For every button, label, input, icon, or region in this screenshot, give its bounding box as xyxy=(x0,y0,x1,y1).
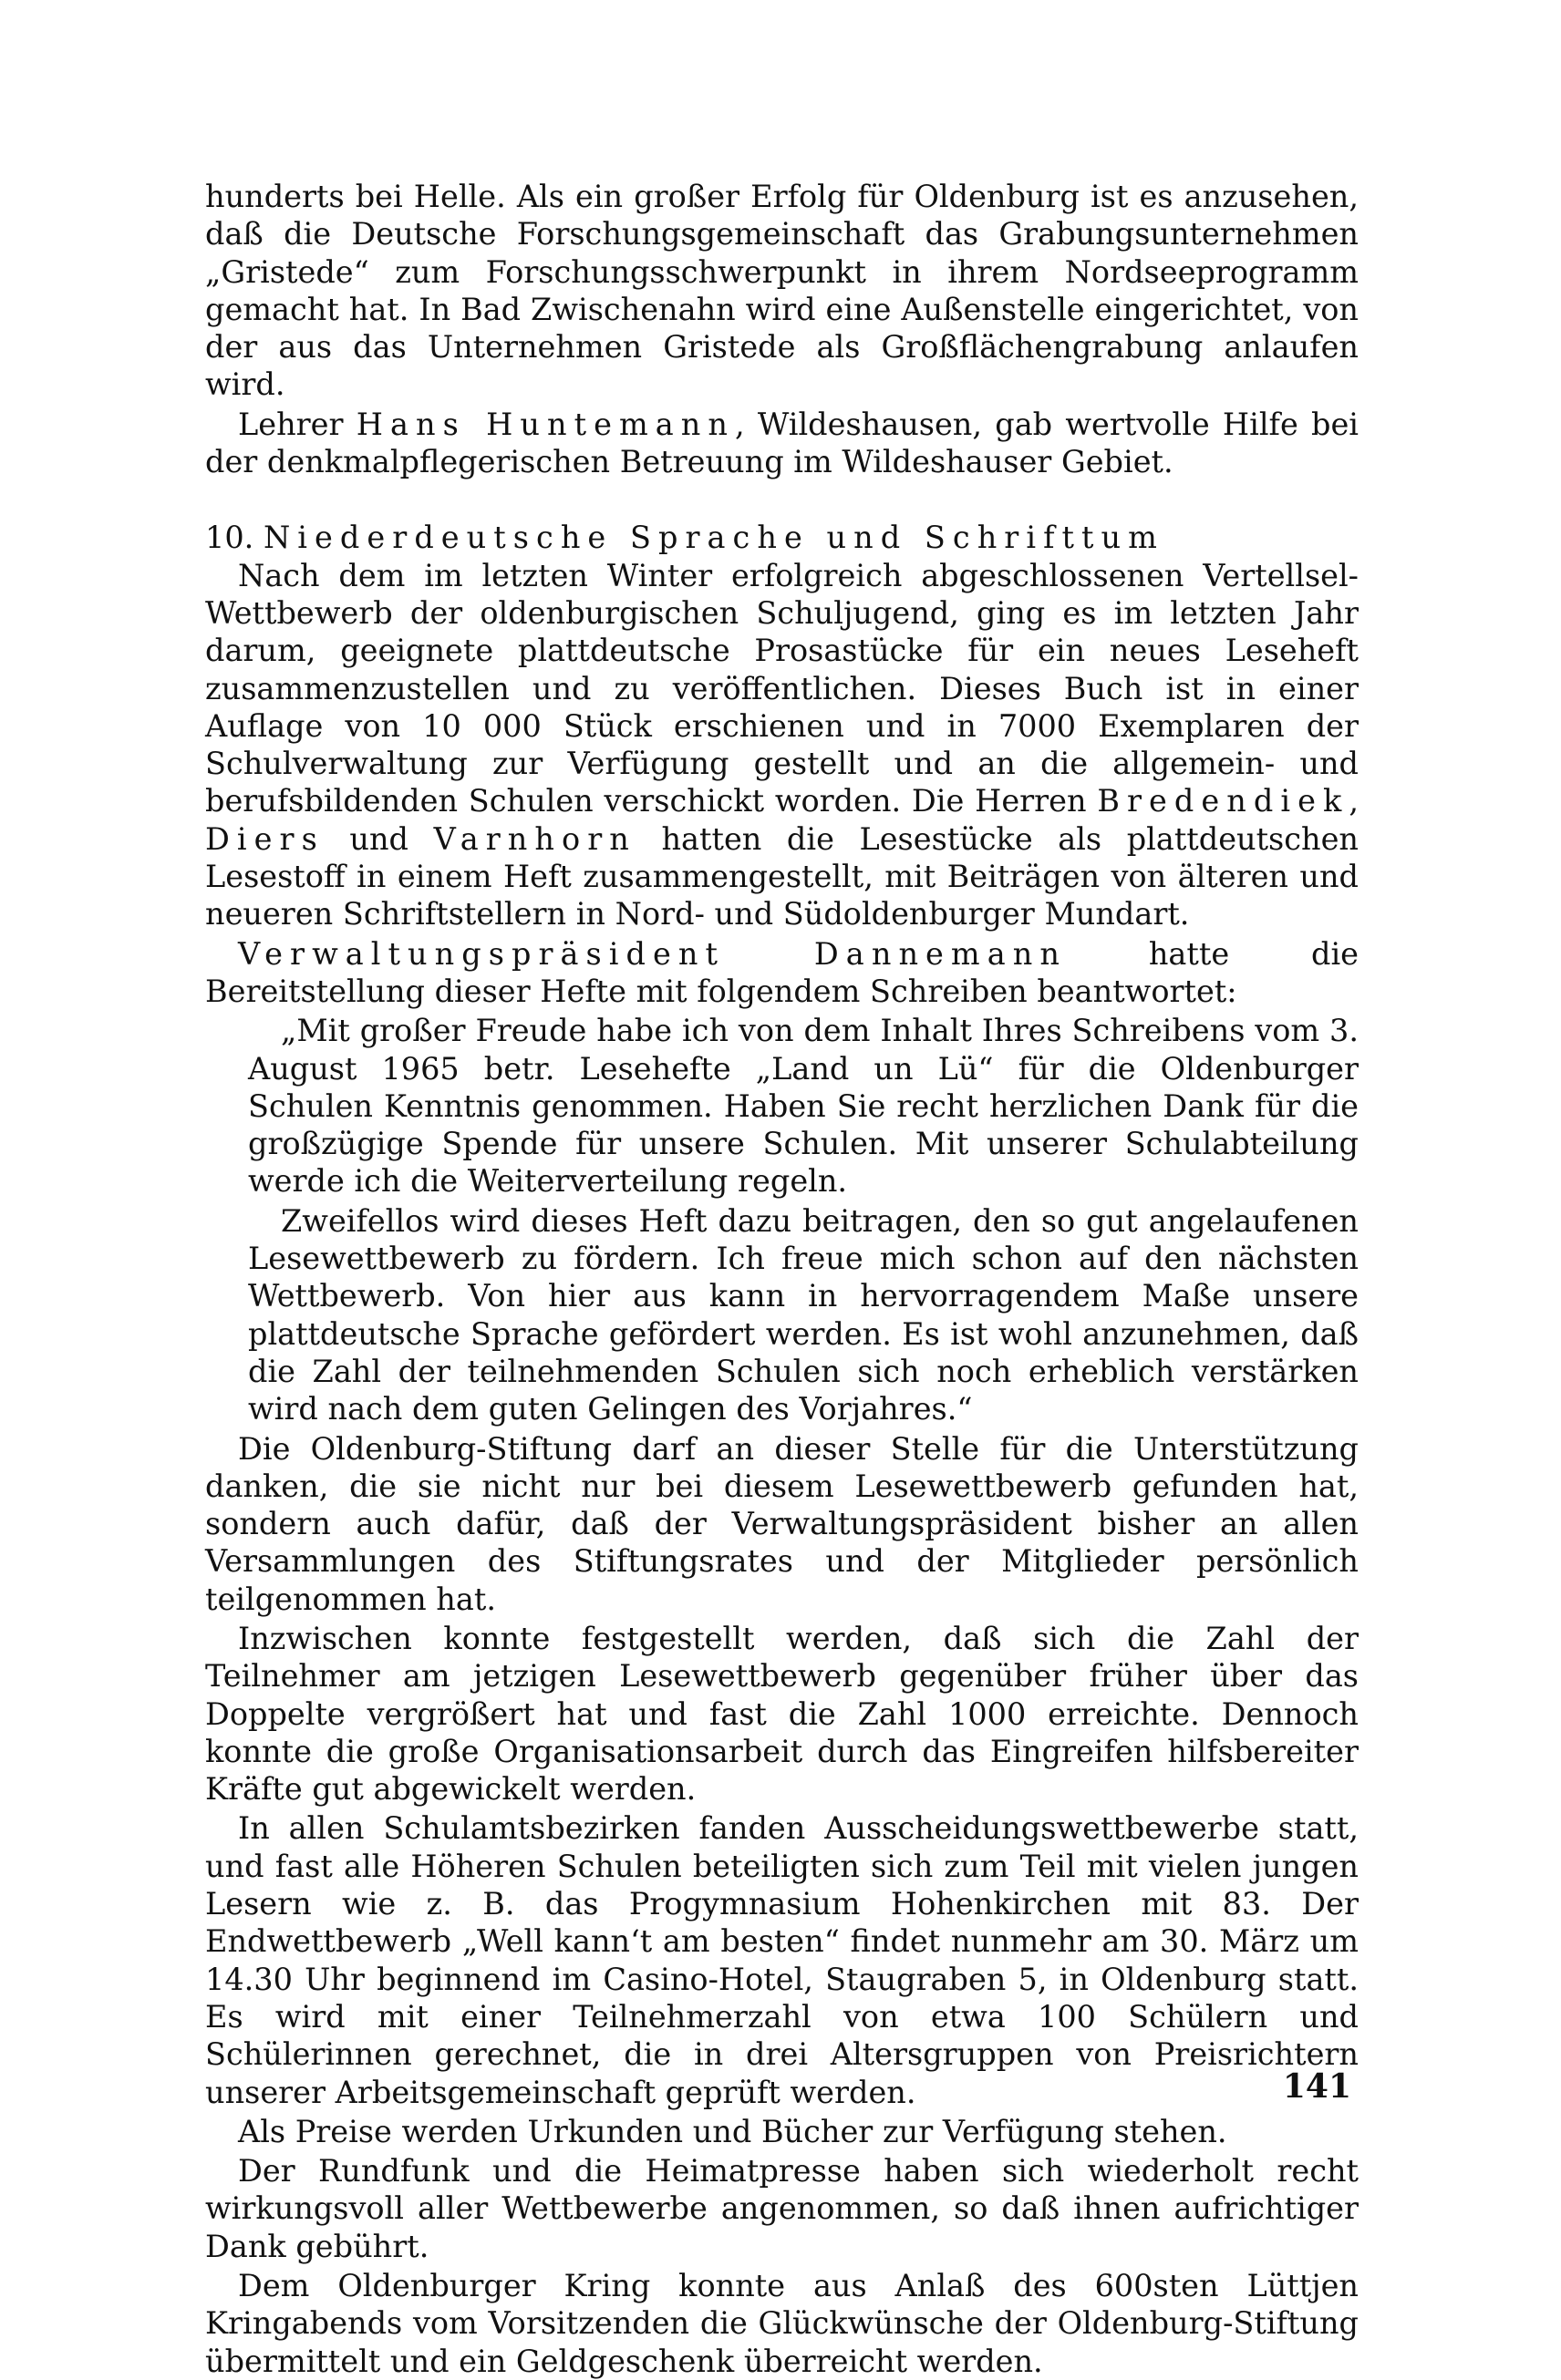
section-title: Niederdeutsche Sprache und Schrifttum xyxy=(263,520,1164,556)
paragraph-participants: Inzwischen konnte festgestellt werden, daß sich die Zahl der Teilnehmer am jetzigen Lesewettbewerb gegenüber früher über das Doppelte vergrößert hat und fast die Zahl 1000 erreichte. Dennoch konnte die große Organisationsarbeit durch das Eingreifen hilfsbereiter Kräfte gut abgewickelt werden. xyxy=(205,1620,1359,1808)
paragraph-prizes: Als Preise werden Urkunden und Bücher zur Verfügung stehen. xyxy=(238,2113,1227,2149)
paragraph-kring: Dem Oldenburger Kring konnte aus Anlaß des 600sten Lüttjen Kringabends vom Vorsitzenden die Glückwünsche der Oldenburg-Stiftung übermittelt und ein Geldgeschenk überreicht werden. xyxy=(205,2268,1359,2379)
text-segment: , xyxy=(1349,783,1359,819)
text-segment: und xyxy=(324,820,434,857)
person-name-bredendiek: Bredendiek xyxy=(1097,783,1349,819)
page-body xyxy=(205,178,1359,2380)
person-name-huntemann: Hans Huntemann xyxy=(356,406,736,442)
section-number: 10. xyxy=(205,520,264,556)
quote-paragraph-1: „Mit großer Freude habe ich von dem Inhalt Ihres Schreibens vom 3. August 1965 betr. Lesehefte „Land un Lü“ für die Oldenburger Schulen Kenntnis genommen. Haben Sie recht herzlichen Dank für die großzügige Spende für unsere Schulen. Mit unserer Schulabteilung werde ich die Weiterverteilung regeln. xyxy=(248,1013,1359,1200)
section-heading xyxy=(205,519,1359,556)
paragraph-dannemann xyxy=(205,935,1359,1011)
paragraph-thanks: Die Oldenburg-Stiftung darf an dieser Stelle für die Unterstützung danken, die sie nicht nur bei diesem Lesewettbewerb gefunden hat, sondern auch dafür, daß der Verwaltungspräsident bisher an allen Versammlungen des Stiftungsrates und der Mitglieder persönlich teilgenommen hat. xyxy=(205,1430,1359,1617)
text-segment: Nach dem im letzten Winter erfolgreich abgeschlossenen Vertellsel-Wettbewerb der oldenburgischen Schuljugend, ging es im letzten Jahr darum, geeignete plattdeutsche Prosastücke für ein neues Leseheft zusammenzustellen und zu veröffentlichen. Dieses Buch ist in einer Auflage von 10 000 Stück erschienen und in 7000 Exemplaren der Schulverwaltung zur Verfügung gestellt und an die allgemein- und berufsbildenden Schulen verschickt worden. Die Herren xyxy=(205,557,1359,819)
person-name-varnhorn: Varnhorn xyxy=(433,820,636,857)
person-name-dannemann: Verwaltungspräsident Dannemann xyxy=(238,935,1067,972)
person-name-diers: Diers xyxy=(205,820,325,857)
paragraph-excavation: hunderts bei Helle. Als ein großer Erfolg für Oldenburg ist es anzusehen, daß die Deutsche Forschungsgemeinschaft das Grabungsunternehmen „Gristede“ zum Forschungsschwerpunkt in ihrem Nordseeprogramm gemacht hat. In Bad Zwischenahn wird eine Außenstelle eingerichtet, von der aus das Unternehmen Gristede als Großflächengrabung anlaufen wird. xyxy=(205,179,1359,403)
page-number: 141 xyxy=(1282,2067,1351,2106)
text-segment: hatten die Lesestücke als plattdeutschen Lesestoff in einem Heft zusammengestellt, mit Beiträgen von älteren und neueren Schriftstellern in Nord- und Südoldenburger Mundart. xyxy=(205,820,1359,932)
text-segment: Lehrer xyxy=(238,406,357,442)
text-segment: hatte die Bereitstellung dieser Hefte mit folgendem Schreiben beantwortet: xyxy=(205,935,1359,1009)
paragraph-huntemann xyxy=(205,406,1359,481)
paragraph-lesewettbewerb xyxy=(205,557,1359,933)
paragraph-media: Der Rundfunk und die Heimatpresse haben sich wiederholt recht wirkungsvoll aller Wettbewerbe angenommen, so daß ihnen aufrichtiger Dank gebührt. xyxy=(205,2153,1359,2264)
quote-paragraph-2: Zweifellos wird dieses Heft dazu beitragen, den so gut angelaufenen Lesewettbewerb zu fördern. Ich freue mich schon auf den nächsten Wettbewerb. Von hier aus kann in hervorragendem Maße unsere plattdeutsche Sprache gefördert werden. Es ist wohl anzunehmen, daß die Zahl der teilnehmenden Schulen sich noch erheblich verstärken wird nach dem guten Gelingen des Vorjahres.“ xyxy=(248,1202,1359,1427)
paragraph-competitions: In allen Schulamtsbezirken fanden Ausscheidungswettbewerbe statt, und fast alle Höheren Schulen beteiligten sich zum Teil mit vielen jungen Lesern wie z. B. das Progymnasium Hohenkirchen mit 83. Der Endwettbewerb „Well kann‘t am besten“ findet nunmehr am 30. März um 14.30 Uhr beginnend im Casino-Hotel, Staugraben 5, in Oldenburg statt. Es wird mit einer Teilnehmerzahl von etwa 100 Schülern und Schülerinnen gerechnet, die in drei Altersgruppen von Preisrichtern unserer Arbeitsgemeinschaft geprüft werden. xyxy=(205,1810,1359,2110)
text-segment: , Wildeshausen, gab wertvolle Hilfe bei der denkmalpflegerischen Betreuung im Wildeshauser Gebiet. xyxy=(205,406,1359,480)
